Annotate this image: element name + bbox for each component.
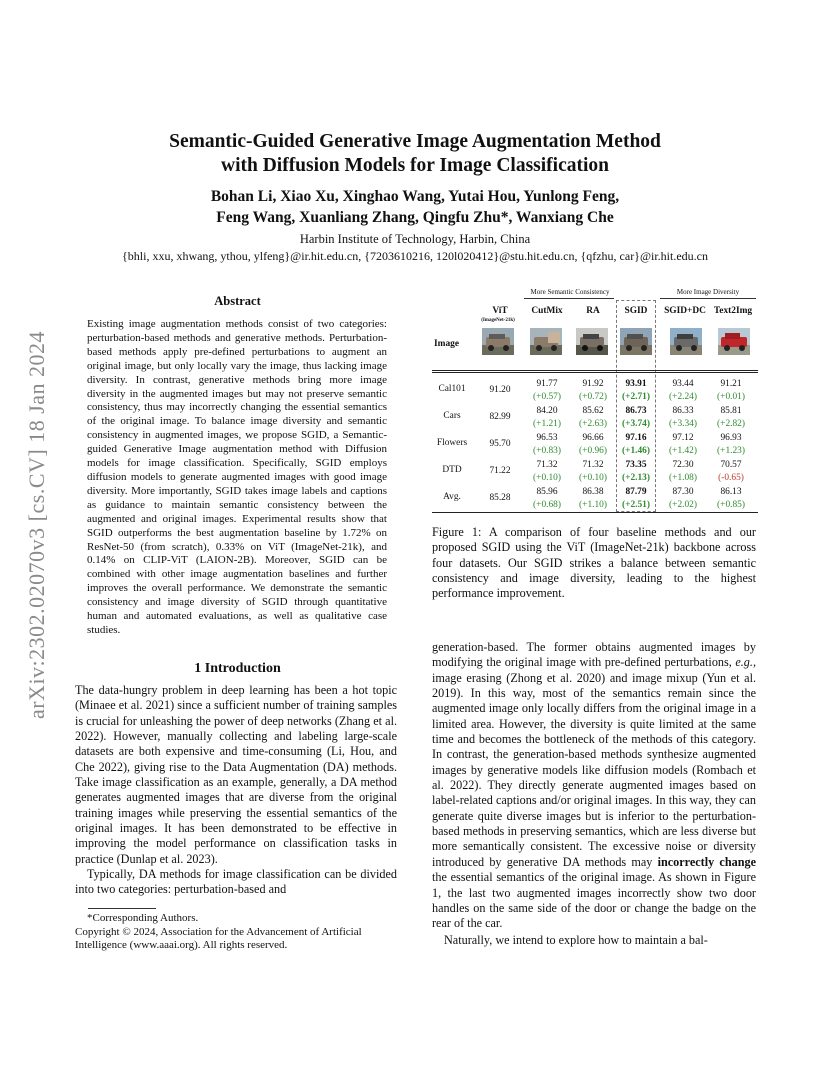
figure-1 [432, 288, 758, 516]
result-cell: 85.81 (+2.82) [717, 406, 745, 429]
car-thumbnail-cutmix [530, 328, 562, 355]
vit-baseline-value: 71.22 [489, 466, 511, 476]
right-column-body [432, 640, 756, 948]
car-thumbnail-original [482, 328, 514, 355]
intro-heading: 1 Introduction [194, 661, 281, 676]
footnote [75, 912, 400, 953]
col-header-ra: RA [586, 306, 600, 316]
result-cell: 97.16 (+1.46) [622, 433, 650, 456]
arrow-right-icon [660, 298, 756, 299]
result-cell: 86.13 (+0.85) [717, 487, 745, 510]
result-cell: 96.53 (+0.83) [533, 433, 561, 456]
result-cell: 91.92 (+0.72) [579, 379, 607, 402]
table-rule-top [432, 370, 758, 371]
paper-title [100, 130, 730, 178]
arxiv-id: arXiv:2302.02070v3 [cs.CV] 18 Jan 2024 [24, 330, 49, 720]
author-list [100, 186, 730, 228]
result-cell: 86.73 (+3.74) [622, 406, 650, 429]
footnote-divider [88, 908, 156, 909]
result-cell: 71.32 (+0.10) [579, 460, 607, 483]
title-line-1: Semantic-Guided Generative Image Augmentation Method [169, 131, 661, 152]
copyright-note: Copyright © 2024, Association for the Advancement of Artificial Intelligence (www.aaai.org). All rights reserved. [75, 925, 362, 951]
col-header-text2img: Text2Img [713, 306, 753, 316]
row-label-cars: Cars [443, 411, 461, 421]
result-cell: 93.91 (+2.71) [622, 379, 650, 402]
intro-paragraph-2: Typically, DA methods for image classification can be divided into two categories: perturbation-based and [75, 867, 397, 897]
row-label-dtd: DTD [442, 465, 462, 475]
result-cell: 86.38 (+1.10) [579, 487, 607, 510]
right-paragraph-1: generation-based. The former obtains augmented images by modifying the original image with pre-defined perturbations, e.g., image erasing (Zhong et al. 2020) and image mixup (Yun et al. 2019). In this way, most of the semantics remain since the augmented image only locally differs from the original image in a limited area. However, the diversity is quite limited at the same time and becomes the bottleneck of the methods of this category. In contrast, the generation-based methods synthesize augmented images by generative models like diffusion models (Rombach et al. 2022). They directly generate augmented images based on label-related captions and/or original images. In this way, they can generate quite diverse images but is inferior to the perturbation-based methods in preserving semantics, which are less diverse but more semantically consistent. The excessive noise or diversity introduced by generative DA methods may incorrectly change the essential semantics of the original image. As shown in Figure 1, the last two augmented images incorrectly show two door handles on the same side of the door or change the badge on the rear of the car. [432, 640, 756, 931]
abstract-body: Existing image augmentation methods consist of two categories: perturbation-based methods and generative methods. Perturbation-based methods apply pre-defined perturbations to augment an original image, but only locally vary the image, thus lacking image diversity. In contrast, generative methods bring more image diversity in the augmented images but may not preserve semantic consistency, thus may incorrectly changing the essential semantics of the original image. To balance image diversity and semantic consistency in augmented images, we propose SGID, a Semantic-guided Generative Image augmentation method with Diffusion models for image classification. Specifically, SGID employs diffusion models to generate augmented images with good image diversity. More importantly, SGID takes image labels and captions as guidance to maintain semantic consistency between the augmented and original images. Experimental results show that SGID outperforms the best augmentation baseline by 1.72% on ResNet-50 (from scratch), 0.33% on ViT (ImageNet-21k), and 0.14% on CLIP-ViT (LAION-2B). Moreover, SGID can be combined with other image augmentation baselines and further improves the overall performance. We demonstrate the semantic consistency and image diversity of SGID through quantitative human and automated evaluations, as well as qualitative case studies. [87, 318, 387, 636]
right-paragraph-2: Naturally, we intend to explore how to maintain a bal- [444, 932, 708, 947]
table-rule-bottom [432, 512, 758, 513]
title-line-2: with Diffusion Models for Image Classification [220, 155, 609, 176]
result-cell: 93.44 (+2.24) [669, 379, 697, 402]
result-cell: 71.32 (+0.10) [533, 460, 561, 483]
car-thumbnail-sgid [620, 328, 652, 355]
car-thumbnail-sgid-dc [670, 328, 702, 355]
vit-baseline-value: 82.99 [489, 412, 511, 422]
figure-1-caption: Figure 1: A comparison of four baseline methods and our proposed SGID using the ViT (ImageNet-21k) backbone across four datasets. Our SGID strikes a balance between semantic consistency and image diversity, leading to the highest performance improvement. [432, 525, 756, 601]
authors-line-1: Bohan Li, Xiao Xu, Xinghao Wang, Yutai Hou, Yunlong Feng, [210, 188, 620, 205]
result-cell: 85.96 (+0.68) [533, 487, 561, 510]
affiliation [60, 231, 770, 265]
result-cell: 73.35 (+2.13) [622, 460, 650, 483]
abstract-heading: Abstract [214, 294, 261, 308]
col-header-sgid: SGID [624, 306, 648, 316]
col-header-vit: ViT [492, 306, 508, 316]
result-cell: 96.93 (+1.23) [717, 433, 745, 456]
intro-body [75, 683, 397, 898]
row-label-avg: Avg. [443, 492, 461, 502]
vit-baseline-value: 85.28 [489, 493, 511, 503]
emails: {bhli, xxu, xhwang, ythou, ylfeng}@ir.hit.edu.cn, {7203610216, 120l020412}@stu.hit.edu.cn, {qfzhu, car}@ir.hit.edu.cn [122, 249, 708, 263]
arrow-left-icon [524, 298, 614, 299]
institution: Harbin Institute of Technology, Harbin, China [299, 232, 531, 246]
row-label-flowers: Flowers [436, 438, 468, 448]
col-header-sgid-dc: SGID+DC [664, 306, 706, 316]
intro-paragraph-1: The data-hungry problem in deep learning has been a hot topic (Minaee et al. 2021) since a sufficient number of training samples is crucial for unleashing the power of deep networks (Zhang et al. 2022). However, manually collecting and labeling large-scale datasets are both expensive and time-consuming (Li, Hou, and Che 2022), giving rise to the Data Augmentation (DA) methods. Take image classification as an example, generally, a DA method generates augmented images that are diverse from the original training images while preserving the essential semantics of the original images. It has been demonstrated to be effective in improving the model performance on classification tasks in practice (Dunlap et al. 2023). [75, 683, 397, 866]
result-cell: 91.21 (+0.01) [717, 379, 745, 402]
result-cell: 86.33 (+3.34) [669, 406, 697, 429]
result-cell: 96.66 (+0.96) [579, 433, 607, 456]
car-thumbnail-ra [576, 328, 608, 355]
result-cell: 87.79 (+2.51) [622, 487, 650, 510]
result-cell: 72.30 (+1.08) [669, 460, 697, 483]
car-thumbnail-text2img [718, 328, 750, 355]
group-label-consistency: More Semantic Consistency [530, 288, 610, 296]
vit-baseline-value: 95.70 [489, 439, 511, 449]
result-cell: 97.12 (+1.42) [669, 433, 697, 456]
result-cell: 87.30 (+2.02) [669, 487, 697, 510]
result-cell: 70.57 (-0.65) [718, 460, 744, 483]
image-row-label: Image [434, 339, 459, 349]
arxiv-sidebar-stamp [22, 290, 52, 760]
vit-baseline-value: 91.20 [489, 385, 511, 395]
authors-line-2: Feng Wang, Xuanliang Zhang, Qingfu Zhu*, Wanxiang Che [216, 209, 614, 226]
group-label-diversity: More Image Diversity [676, 288, 740, 296]
result-cell: 84.20 (+1.21) [533, 406, 561, 429]
row-label-cal101: Cal101 [438, 384, 466, 394]
col-header-vit-subtitle: (ImageNet-21k) [481, 318, 515, 323]
result-cell: 91.77 (+0.57) [533, 379, 561, 402]
table-rule-top-2 [432, 372, 758, 373]
col-header-cutmix: CutMix [531, 306, 563, 316]
corresponding-note: *Corresponding Authors. [87, 912, 199, 924]
result-cell: 85.62 (+2.63) [579, 406, 607, 429]
